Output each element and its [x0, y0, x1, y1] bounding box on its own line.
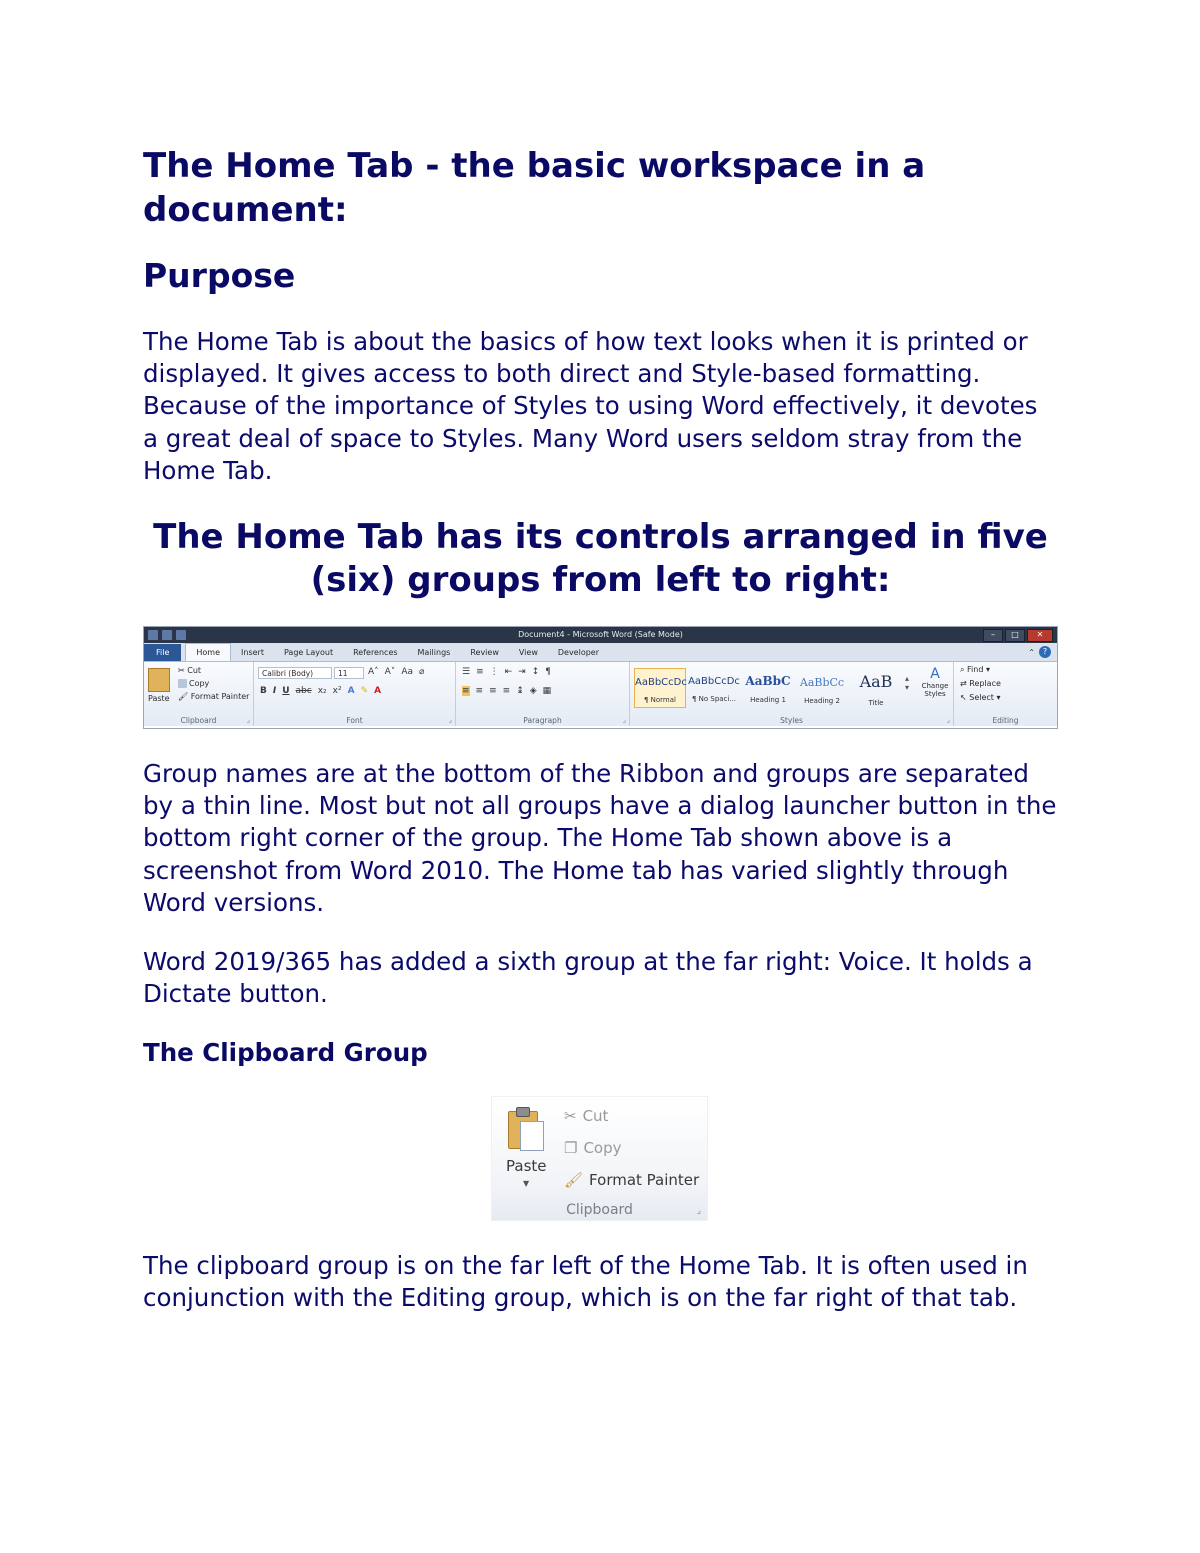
- font-size-box: 11: [334, 667, 364, 679]
- font-color-icon: A: [374, 686, 382, 696]
- underline-icon: U: [282, 686, 290, 696]
- shrink-font-icon: A˅: [384, 667, 396, 677]
- dialog-launcher-icon: ⌟: [246, 716, 250, 724]
- bold-icon: B: [260, 686, 267, 696]
- ribbon-screenshot: [143, 626, 1058, 729]
- change-case-icon: Aa: [401, 667, 414, 677]
- close-icon: ✕: [1027, 629, 1053, 642]
- tab-view: View: [518, 648, 538, 657]
- replace-item: ⇄ Replace: [960, 679, 1001, 688]
- clipboard-group-label: Clipboard: [566, 1202, 633, 1218]
- align-right-icon: ≡: [489, 686, 497, 696]
- undo-icon: [176, 630, 186, 640]
- format-painter-row: 🖌 Format Painter: [564, 1171, 700, 1189]
- strikethrough-icon: abc: [295, 686, 312, 696]
- page-heading: The Home Tab - the basic workspace in a document:: [143, 146, 926, 230]
- cut-row: ✂ Cut: [564, 1107, 609, 1125]
- dialog-launcher-icon: ⌟: [448, 716, 452, 724]
- subscript-icon: x₂: [317, 686, 327, 696]
- ribbon-group-clipboard: [144, 662, 254, 726]
- word2019-paragraph: Word 2019/365 has added a sixth group at the far right: Voice. It holds a Dictate button.: [143, 947, 1033, 1009]
- paste-dropdown-icon: ▼: [523, 1179, 530, 1188]
- ribbon-group-styles: [630, 662, 954, 726]
- clipboard-group-heading: The Clipboard Group: [143, 1038, 428, 1067]
- ribbon-group-paragraph: [456, 662, 630, 726]
- font-name-box: Calibri (Body): [258, 667, 332, 679]
- clipboard-group-name: Clipboard: [180, 716, 217, 725]
- clipboard-group-image: [491, 1096, 708, 1221]
- styles-group-name: Styles: [780, 716, 803, 725]
- quick-access-toolbar: [148, 630, 186, 640]
- cut-item: ✂ Cut: [178, 666, 202, 675]
- replace-icon: ⇄: [960, 679, 967, 688]
- tab-page-layout: Page Layout: [283, 648, 334, 657]
- clipboard-paragraph: The clipboard group is on the far left of the Home Tab. It is often used in conjunction with the Editing group, which is on the far right of that tab.: [143, 1251, 1028, 1313]
- text-effects-icon: A: [347, 686, 355, 696]
- window-title: Document4 - Microsoft Word (Safe Mode): [518, 630, 683, 639]
- pilcrow-icon: ¶: [545, 667, 551, 677]
- find-item: ⌕ Find ▾: [960, 665, 990, 674]
- numbering-icon: ≡: [476, 667, 484, 677]
- save-icon: [162, 630, 172, 640]
- ribbon-body: [144, 662, 1057, 726]
- ribbon-group-editing: [954, 662, 1057, 726]
- line-spacing-icon: ↨: [516, 686, 524, 696]
- maximize-icon: □: [1005, 629, 1025, 642]
- tab-references: References: [353, 648, 398, 657]
- font-size-controls: [368, 667, 424, 677]
- scissors-icon: ✂: [564, 1107, 577, 1125]
- style-title: AaB Title: [859, 672, 893, 707]
- word-icon: [148, 630, 158, 640]
- group-names-paragraph: Group names are at the bottom of the Ribbon and groups are separated by a thin line. Most but not all groups have a dialog launcher button in the bottom right corner of the group. The Home Tab shown above is a screenshot from Word 2010. The Home tab has varied slightly through Word versions.: [143, 759, 1057, 917]
- grow-font-icon: A˄: [368, 667, 379, 677]
- style-normal: AaBbCcDc ¶ Normal: [634, 668, 686, 708]
- ribbon-group-font: [254, 662, 456, 726]
- clear-format-icon: ⌀: [419, 667, 425, 677]
- change-styles-button: A Change Styles: [921, 666, 949, 698]
- tab-developer: Developer: [557, 648, 600, 657]
- copy-icon: [178, 679, 187, 688]
- tab-file: File: [144, 644, 181, 661]
- style-heading-1: AaBbC Heading 1: [745, 674, 791, 704]
- paragraph-group-name: Paragraph: [523, 716, 562, 725]
- ribbon-tabs: [144, 643, 1057, 662]
- minimize-icon: –: [983, 629, 1003, 642]
- groups-heading: The Home Tab has its controls arranged in five (six) groups from left to right:: [153, 517, 1048, 600]
- tab-mailings: Mailings: [417, 648, 451, 657]
- borders-icon: ▦: [542, 686, 552, 696]
- paste-icon: [506, 1105, 546, 1151]
- copy-icon: ❐: [564, 1139, 578, 1157]
- select-item: ↖ Select ▾: [960, 693, 1001, 702]
- sort-icon: ↕: [531, 667, 540, 677]
- alignment-controls: [462, 686, 551, 696]
- bullets-icon: ☰: [462, 667, 471, 677]
- increase-indent-icon: ⇥: [518, 667, 526, 677]
- ribbon-title-bar: [144, 627, 1057, 643]
- scissors-icon: ✂: [178, 666, 185, 675]
- copy-row: ❐ Copy: [564, 1139, 622, 1157]
- collapse-ribbon-icon: ⌃: [1028, 647, 1035, 657]
- styles-scroll-icon: ▴ ▾: [905, 674, 910, 692]
- paste-icon: [148, 668, 170, 692]
- decrease-indent-icon: ⇤: [504, 667, 513, 677]
- window-controls: [983, 629, 1053, 642]
- superscript-icon: x²: [332, 686, 342, 696]
- align-left-icon: ≡: [462, 686, 470, 696]
- binoculars-icon: ⌕: [960, 665, 965, 674]
- italic-icon: I: [272, 686, 277, 696]
- tab-home: Home: [185, 643, 231, 661]
- purpose-paragraph: The Home Tab is about the basics of how text looks when it is printed or displayed. It gives access to both direct and Style-based formatting. Because of the importance of Styles to using Word effectively, it devotes a great deal of space to Styles. Many Word users seldom stray from the Home Tab.: [143, 327, 1038, 485]
- paste-label: Paste: [506, 1157, 547, 1175]
- change-styles-icon: A: [930, 666, 940, 682]
- paste-label: Paste: [148, 694, 170, 703]
- dialog-launcher-icon: ⌟: [622, 716, 626, 724]
- tab-review: Review: [470, 648, 499, 657]
- ribbon-help: [1028, 646, 1051, 658]
- justify-icon: ≡: [502, 686, 511, 696]
- list-controls: [462, 667, 551, 677]
- brush-icon: 🖌: [178, 692, 189, 701]
- tab-insert: Insert: [241, 648, 264, 657]
- dialog-launcher-icon: ⌟: [696, 1206, 701, 1216]
- multilevel-icon: ⋮: [489, 667, 499, 677]
- shading-icon: ◈: [529, 686, 537, 696]
- brush-icon: 🖌: [564, 1171, 584, 1189]
- style-heading-2: AaBbCc Heading 2: [799, 676, 845, 705]
- format-painter-item: 🖌 Format Painter: [178, 692, 250, 701]
- font-group-name: Font: [346, 716, 363, 725]
- center-icon: ≡: [475, 686, 484, 696]
- style-no-spacing: AaBbCcDc ¶ No Spaci...: [688, 676, 740, 703]
- copy-item: Copy: [178, 679, 209, 688]
- font-style-controls: [260, 686, 381, 696]
- editing-group-name: Editing: [992, 716, 1019, 725]
- highlight-icon: ✎: [360, 686, 369, 696]
- purpose-heading: Purpose: [143, 256, 296, 295]
- dialog-launcher-icon: ⌟: [946, 716, 950, 724]
- help-icon: ?: [1039, 646, 1051, 658]
- pointer-icon: ↖: [960, 693, 967, 702]
